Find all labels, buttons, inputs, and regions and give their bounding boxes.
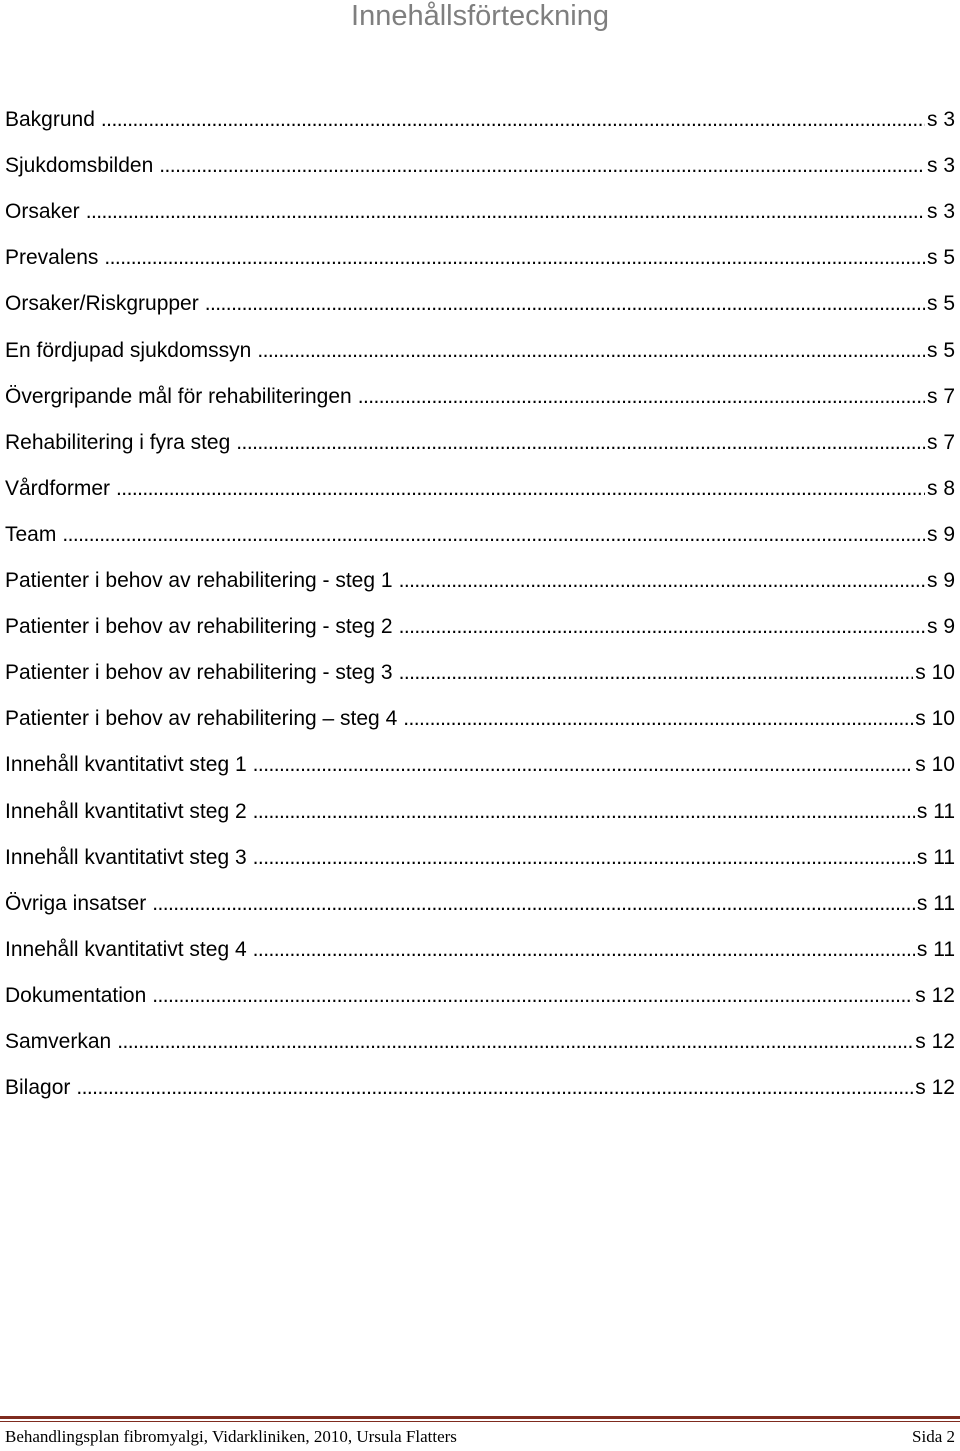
toc-entry-page: s 10 — [915, 707, 955, 731]
toc-dot-leader — [253, 927, 915, 973]
toc-entry-page: s 12 — [915, 983, 955, 1007]
toc-entry-page: s 10 — [915, 753, 955, 777]
toc-dot-leader — [62, 512, 925, 558]
toc-dot-leader — [358, 374, 925, 420]
toc-entry-page: s 11 — [916, 799, 955, 823]
toc-entry-label: Övergripande mål för rehabiliteringen — [5, 384, 352, 408]
toc-entry-page: s 3 — [926, 154, 955, 178]
toc-entry[interactable] — [5, 512, 955, 558]
toc-dot-leader — [159, 143, 925, 189]
toc-dot-leader — [205, 281, 925, 327]
toc-dot-leader — [399, 558, 925, 604]
toc-dot-leader — [117, 1019, 913, 1065]
toc-entry-label: Vårdformer — [5, 476, 111, 500]
table-of-contents — [5, 97, 955, 1111]
toc-dot-leader — [257, 328, 925, 374]
toc-entry-label: Orsaker/Riskgrupper — [5, 292, 199, 316]
toc-entry-label: Prevalens — [5, 246, 99, 270]
toc-entry-label: Innehåll kvantitativt steg 1 — [5, 753, 247, 777]
toc-dot-leader — [399, 650, 914, 696]
toc-entry-label: Innehåll kvantitativt steg 4 — [5, 937, 247, 961]
toc-entry-label: Team — [5, 522, 57, 546]
toc-entry-label: Patienter i behov av rehabilitering - steg 1 — [5, 569, 393, 593]
toc-dot-leader — [236, 420, 925, 466]
toc-dot-leader — [86, 189, 925, 235]
toc-entry[interactable] — [5, 835, 955, 881]
toc-dot-leader — [104, 235, 925, 281]
toc-entry-label: Dokumentation — [5, 983, 147, 1007]
toc-entry-label: Sjukdomsbilden — [5, 154, 154, 178]
toc-entry[interactable] — [5, 1019, 955, 1065]
toc-entry-page: s 9 — [926, 569, 955, 593]
toc-entry-page: s 5 — [926, 246, 955, 270]
toc-entry[interactable] — [5, 558, 955, 604]
toc-entry-label: Bilagor — [5, 1076, 71, 1100]
toc-entry[interactable] — [5, 1065, 955, 1111]
toc-entry-label: Orsaker — [5, 200, 80, 224]
toc-entry-label: Patienter i behov av rehabilitering – steg 4 — [5, 707, 398, 731]
toc-entry-label: En fördjupad sjukdomssyn — [5, 338, 252, 362]
toc-entry[interactable] — [5, 973, 955, 1019]
toc-entry-page: s 9 — [926, 522, 955, 546]
toc-entry-label: Patienter i behov av rehabilitering - steg 3 — [5, 661, 393, 685]
toc-entry[interactable] — [5, 604, 955, 650]
toc-entry[interactable] — [5, 97, 955, 143]
toc-entry-page: s 3 — [926, 108, 955, 132]
toc-dot-leader — [253, 835, 915, 881]
toc-entry[interactable] — [5, 881, 955, 927]
toc-entry-page: s 10 — [915, 661, 955, 685]
toc-entry-page: s 11 — [916, 845, 955, 869]
footer-divider-thin — [0, 1421, 960, 1422]
toc-entry[interactable] — [5, 235, 955, 281]
toc-entry-page: s 5 — [926, 338, 955, 362]
toc-entry-page: s 11 — [916, 937, 955, 961]
toc-dot-leader — [403, 696, 913, 742]
footer-page-number: Sida 2 — [912, 1427, 955, 1446]
footer-divider-thick — [0, 1416, 960, 1419]
toc-entry-page: s 9 — [926, 615, 955, 639]
toc-dot-leader — [152, 881, 915, 927]
toc-entry-page: s 8 — [926, 476, 955, 500]
toc-entry-page: s 7 — [926, 430, 955, 454]
toc-entry-label: Bakgrund — [5, 108, 95, 132]
toc-dot-leader — [253, 789, 915, 835]
toc-entry[interactable] — [5, 696, 955, 742]
toc-entry[interactable] — [5, 143, 955, 189]
toc-entry-page: s 11 — [916, 891, 955, 915]
toc-entry-page: s 5 — [926, 292, 955, 316]
toc-entry-page: s 3 — [926, 200, 955, 224]
toc-dot-leader — [101, 97, 925, 143]
toc-entry-page: s 7 — [926, 384, 955, 408]
toc-entry[interactable] — [5, 788, 955, 834]
toc-entry[interactable] — [5, 742, 955, 788]
toc-entry[interactable] — [5, 189, 955, 235]
page-title: Innehållsförteckning — [351, 0, 609, 32]
toc-entry[interactable] — [5, 420, 955, 466]
toc-dot-leader — [253, 742, 914, 788]
footer-document-info: Behandlingsplan fibromyalgi, Vidarkliniken, 2010, Ursula Flatters — [5, 1427, 457, 1446]
toc-dot-leader — [76, 1065, 913, 1111]
toc-entry[interactable] — [5, 466, 955, 512]
toc-entry[interactable] — [5, 650, 955, 696]
toc-entry-label: Samverkan — [5, 1029, 112, 1053]
toc-dot-leader — [399, 604, 925, 650]
toc-entry-label: Patienter i behov av rehabilitering - steg 2 — [5, 615, 393, 639]
toc-entry-label: Innehåll kvantitativt steg 2 — [5, 799, 247, 823]
toc-dot-leader — [152, 973, 913, 1019]
toc-entry[interactable] — [5, 327, 955, 373]
toc-entry-page: s 12 — [915, 1029, 955, 1053]
toc-dot-leader — [116, 466, 925, 512]
toc-entry-label: Rehabilitering i fyra steg — [5, 430, 231, 454]
toc-entry-page: s 12 — [915, 1076, 955, 1100]
toc-entry[interactable] — [5, 927, 955, 973]
toc-entry[interactable] — [5, 281, 955, 327]
toc-entry-label: Övriga insatser — [5, 891, 147, 915]
toc-entry-label: Innehåll kvantitativt steg 3 — [5, 845, 247, 869]
toc-entry[interactable] — [5, 374, 955, 420]
